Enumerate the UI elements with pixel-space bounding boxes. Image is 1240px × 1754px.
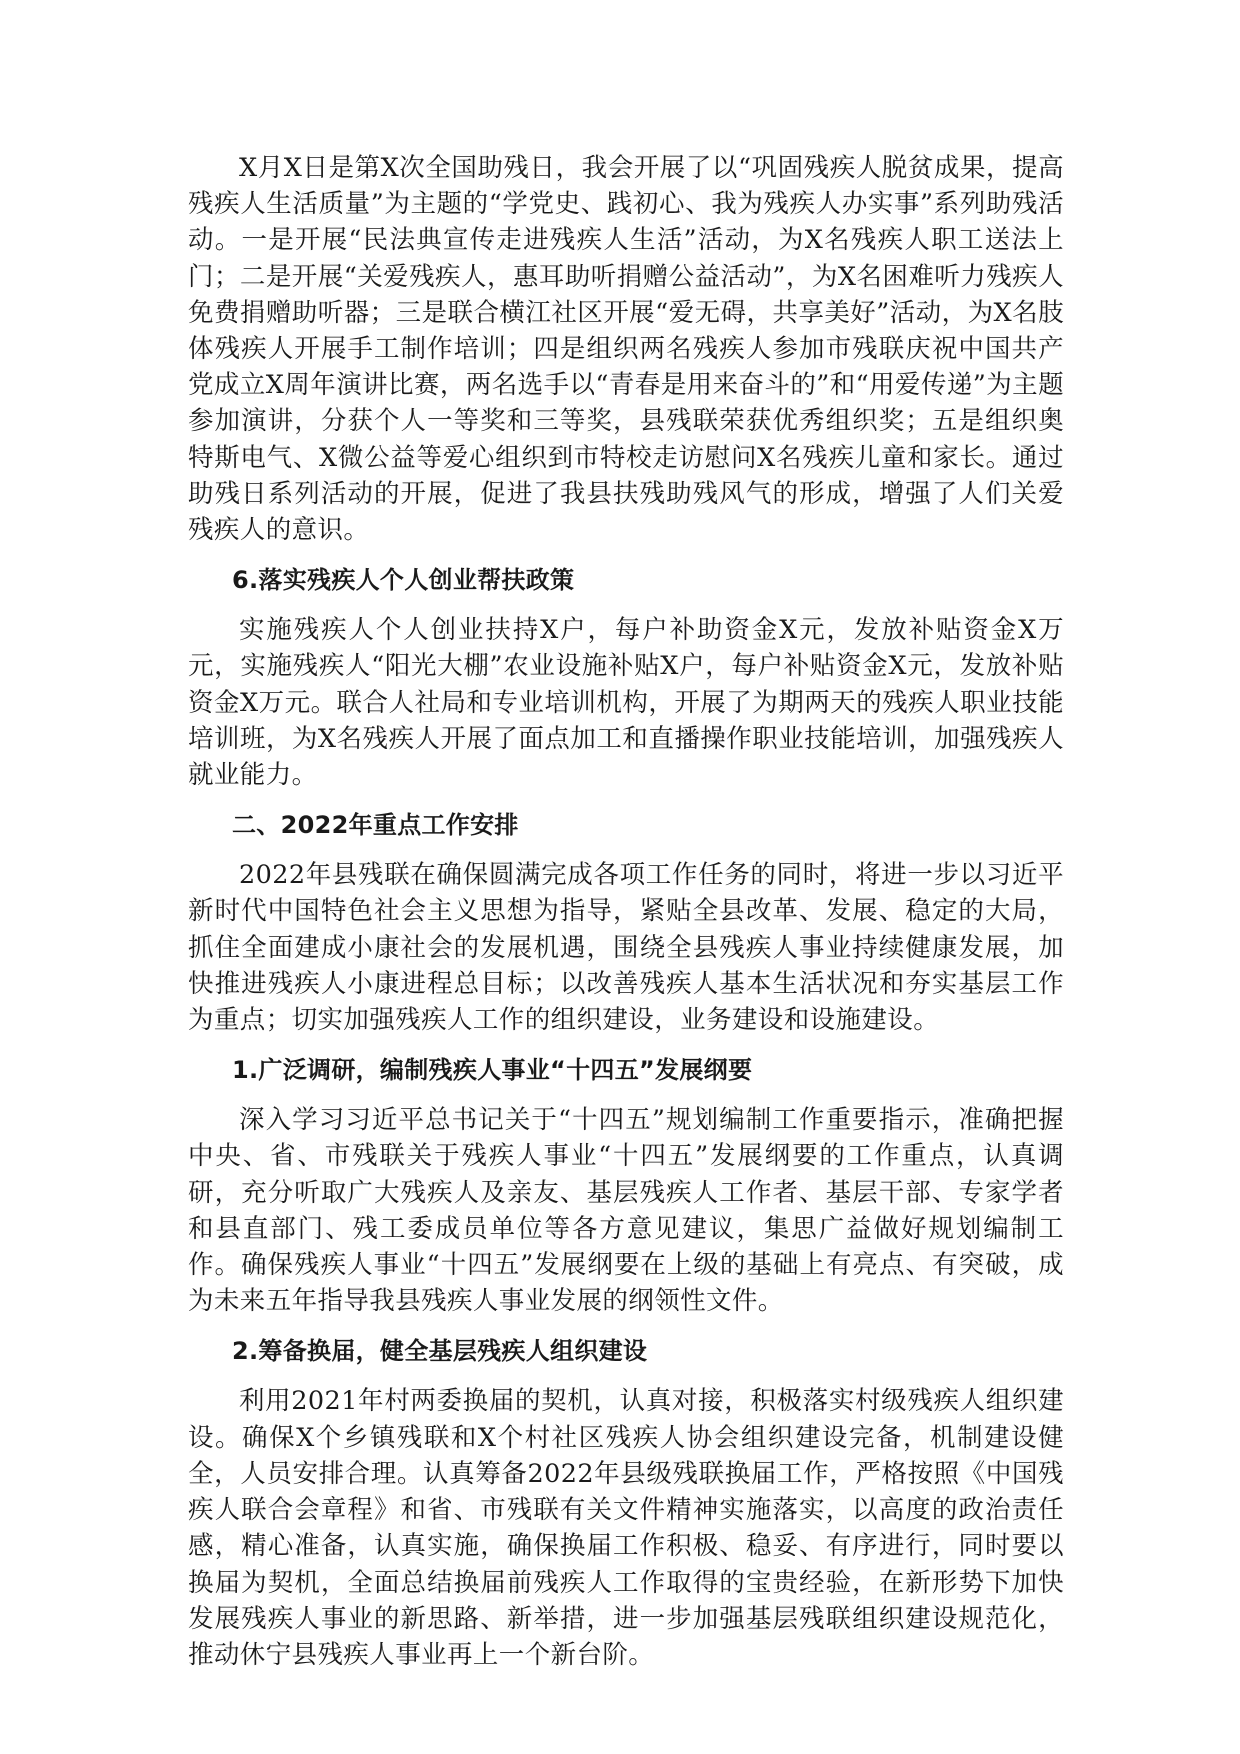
heading-2022-work-plan: 二、2022年重点工作安排 xyxy=(232,811,519,840)
heading-entrepreneurship-support: 6.落实残疾人个人创业帮扶政策 xyxy=(232,566,575,595)
paragraph-disability-day-activities: X月X日是第X次全国助残日，我会开展了以“巩固残疾人脱贫成果，提高残疾人生活质量”为主题的“学党史、践初心、我为残疾人办实事”系列助残活动。一是开展“民法典宣传走进残疾人生活”活动，为X名残疾人职工送法上门；二是开展“关爱残疾人，惠耳助听捐赠公益活动”，为X名困难听力残疾人免费捐赠助听器；三是联合横江社区开展“爱无碍，共享美好”活动，为X名肢体残疾人开展手工制作培训；四是组织两名残疾人参加市残联庆祝中国共产党成立X周年演讲比赛，两名选手以“青春是用来奋斗的”和“用爱传递”为主题参加演讲，分获个人一等奖和三等奖，县残联荣获优秀组织奖；五是组织奥特斯电气、X微公益等爱心组织到市特校走访慰问X名残疾儿童和家长。通过助残日系列活动的开展，促进了我县扶残助残风气的形成，增强了人们关爱残疾人的意识。 xyxy=(188,153,1064,546)
paragraph-entrepreneurship-support: 实施残疾人个人创业扶持X户，每户补助资金X元，发放补贴资金X万元，实施残疾人“阳光大棚”农业设施补贴X户，每户补贴资金X元，发放补贴资金X万元。联合人社局和专业培训机构，开展了为期两天的残疾人职业技能培训班，为X名残疾人开展了面点加工和直播操作职业技能培训，加强残疾人就业能力。 xyxy=(188,615,1064,791)
paragraph-election-organization: 利用2021年村两委换届的契机，认真对接，积极落实村级残疾人组织建设。确保X个乡镇残联和X个村社区残疾人协会组织建设完备，机制建设健全，人员安排合理。认真筹备2022年县级残联换届工作，严格按照《中国残疾人联合会章程》和省、市残联有关文件精神实施落实，以高度的政治责任感，精心准备，认真实施，确保换届工作积极、稳妥、有序进行，同时要以换届为契机，全面总结换届前残疾人工作取得的宝贵经验，在新形势下加快发展残疾人事业的新思路、新举措，进一步加强基层残联组织建设规范化，推动休宁县残疾人事业再上一个新台阶。 xyxy=(188,1386,1064,1670)
paragraph-research-outline: 深入学习习近平总书记关于“十四五”规划编制工作重要指示，准确把握中央、省、市残联关于残疾人事业“十四五”发展纲要的工作重点，认真调研，充分听取广大残疾人及亲友、基层残疾人工作者、基层干部、专家学者和县直部门、残工委成员单位等各方意见建议，集思广益做好规划编制工作。确保残疾人事业“十四五”发展纲要在上级的基础上有亮点、有突破，成为未来五年指导我县残疾人事业发展的纲领性文件。 xyxy=(188,1105,1064,1317)
paragraph-2022-work-plan: 2022年县残联在确保圆满完成各项工作任务的同时，将进一步以习近平新时代中国特色社会主义思想为指导，紧贴全县改革、发展、稳定的大局，抓住全面建成小康社会的发展机遇，围绕全县残疾人事业持续健康发展，加快推进残疾人小康进程总目标；以改善残疾人基本生活状况和夯实基层工作为重点；切实加强残疾人工作的组织建设，业务建设和设施建设。 xyxy=(188,860,1064,1036)
heading-research-outline: 1.广泛调研，编制残疾人事业“十四五”发展纲要 xyxy=(232,1056,753,1085)
document-page xyxy=(188,150,1064,1673)
heading-election-organization: 2.筹备换届，健全基层残疾人组织建设 xyxy=(232,1337,648,1366)
